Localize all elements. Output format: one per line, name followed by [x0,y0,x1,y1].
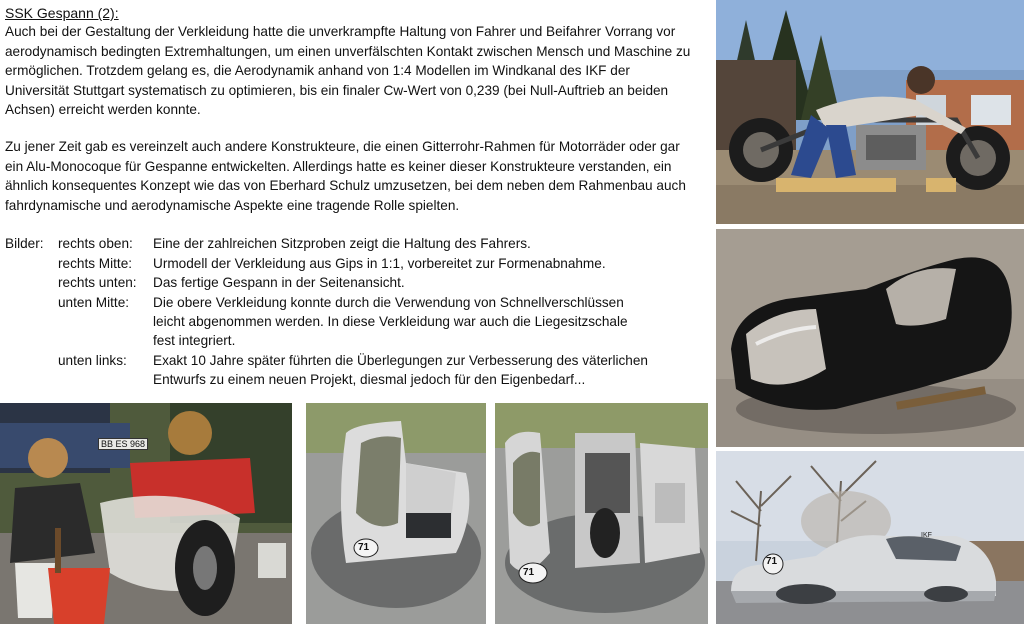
sidecar-number-front: 71 [523,567,535,578]
paragraph-constructors: Zu jener Zeit gab es vereinzelt auch andere Konstrukteure, die einen Gitterrohr-Rahmen für Motorräder oder gar ein Alu-Monocoque für Gespanne entwickelten. Allerdings hatte es keiner dieser Konstrukteure verstanden, ein ähnlich konsequentes Konzept wie das von Eberhard Schulz umzusetzen, bei dem neben dem Rahmenbau auch fahrdynamische und aerodynamische Aspekte eine tragende Rolle spielten. [5,139,686,213]
photo-children-project [0,403,292,624]
caption-position-right-top: rechts oben: [58,236,133,251]
caption-position-bottom-left: unten links: [58,353,127,368]
photo-finished-sidecar [716,451,1024,624]
caption-position-bottom-middle: unten Mitte: [58,295,130,310]
caption-text-right-bottom: Das fertige Gespann in der Seitenansicht. [153,275,405,290]
caption-text-bottom-middle-line1: Die obere Verkleidung konnte durch die Verwendung von Schnellverschlüssen [153,295,624,310]
caption-text-bottom-left-line2: Entwurfs zu einem neuen Projekt, diesmal jedoch für den Eigenbedarf... [153,372,586,387]
document-title: SSK Gespann (2): [5,5,119,21]
photo-fairing-front [306,403,486,624]
license-plate: BB ES 968 [98,438,148,450]
photo-plaster-model [716,229,1024,447]
sidecar-number: 71 [766,556,778,567]
paragraph-aerodynamics: Auch bei der Gestaltung der Verkleidung hatte die unverkrampfte Haltung von Fahrer und Beifahrer Vorrang vor aerodynamisch bedingten Extremhaltungen, um einen unverfälschten Kontakt zwischen Mensch und Maschine zu ermöglichen. Trotzdem gelang es, die Aerodynamik anhand von 1:4 Modellen im Windkanal des IKF der Universität Stuttgart systematisch zu optimieren, bis ein finaler Cw-Wert von 0,239 (bei Null-Auftrieb an beiden Achsen) erreicht werden konnte. [5,24,691,117]
caption-text-bottom-middle-line2: leicht abgenommen werden. In diese Verkleidung war auch die Liegesitzschale [153,314,628,329]
photo-seat-test [716,0,1024,224]
caption-text-bottom-middle-line3: fest integriert. [153,333,236,348]
sidecar-sticker: IKF [921,532,932,539]
caption-position-right-middle: rechts Mitte: [58,256,133,271]
caption-text-right-top: Eine der zahlreichen Sitzproben zeigt die Haltung des Fahrers. [153,236,531,251]
caption-position-right-bottom: rechts unten: [58,275,137,290]
photo-sidecar-open [495,403,708,624]
caption-text-bottom-left-line1: Exakt 10 Jahre später führten die Überlegungen zur Verbesserung des väterlichen [153,353,648,368]
fairing-number-front: 71 [358,542,370,553]
captions-heading: Bilder: [5,236,44,251]
caption-text-right-middle: Urmodell der Verkleidung aus Gips in 1:1, vorbereitet zur Formenabnahme. [153,256,606,271]
